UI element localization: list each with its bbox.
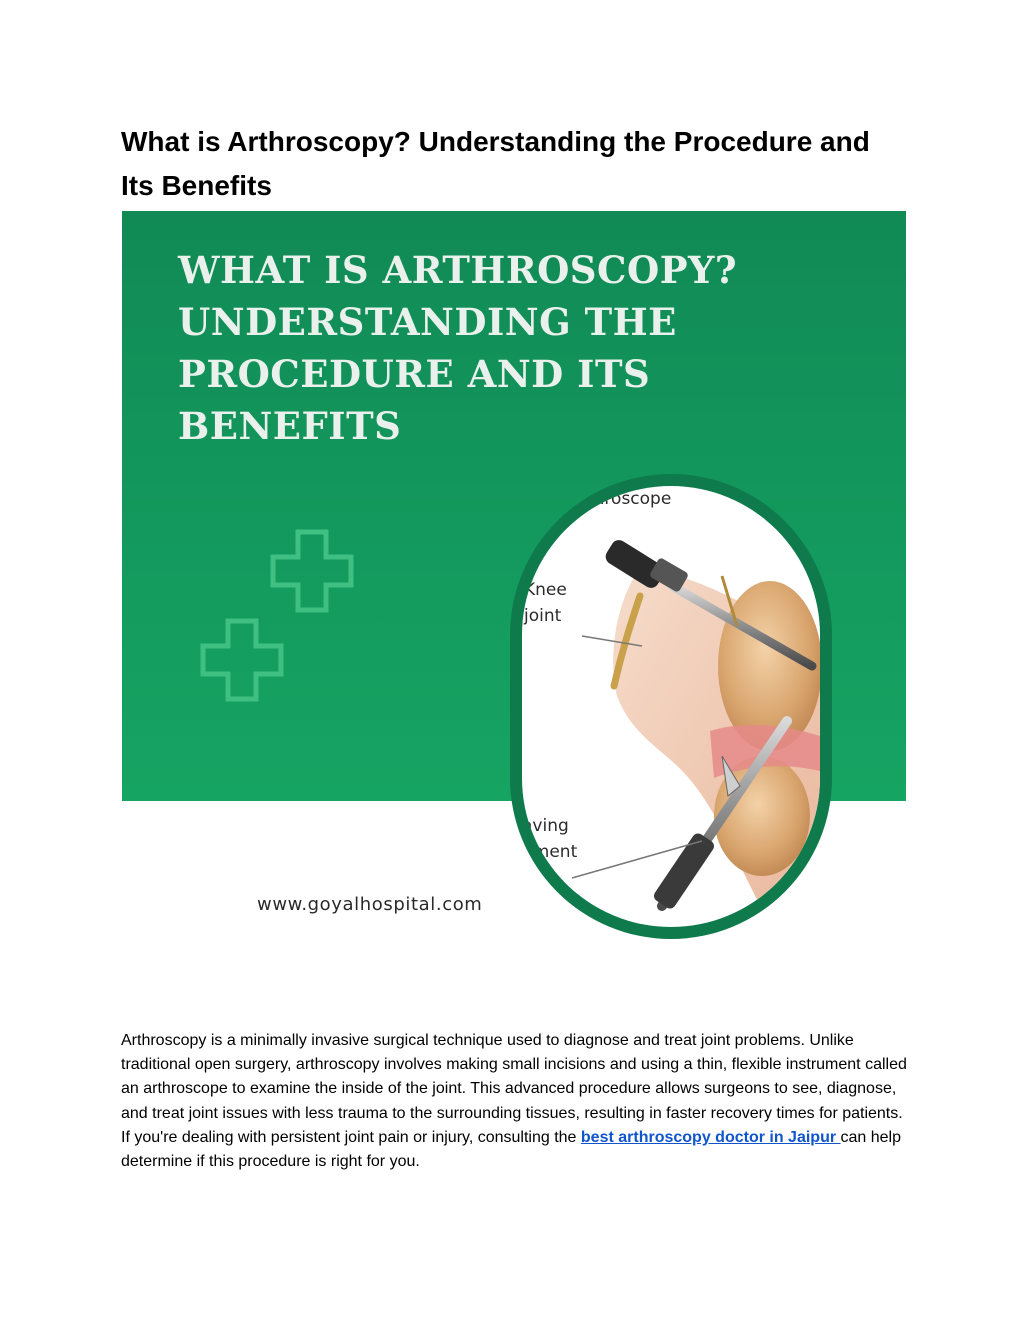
body-text-before-link: Arthroscopy is a minimally invasive surgical technique used to diagnose and treat joint problems. Unlike traditional open surgery, arthroscopy involves making small incisions and using a thin, flexible instrument called an arthroscope to examine the inside of the joint. This advanced procedure allows surgeons to see, diagnose, and treat joint issues with less trauma to the surrounding tissues, resulting in faster recovery times for patients. If you're dealing with persistent joint pain or injury, consulting the [121, 1032, 907, 1146]
medical-cross-icon [200, 618, 284, 702]
body-paragraph [121, 1029, 911, 1174]
banner-heading-line: PROCEDURE AND ITS [178, 352, 651, 396]
label-shaving: aving [522, 816, 569, 836]
banner-heading-line: WHAT IS ARTHROSCOPY? [178, 248, 738, 292]
banner-heading-line: UNDERSTANDING THE [178, 300, 677, 344]
doctor-link[interactable]: best arthroscopy doctor in Jaipur [580, 1128, 841, 1146]
label-knee: Knee [524, 580, 567, 600]
article-banner-image [122, 211, 906, 1001]
body-text-after-link: can help determine if this procedure is right for you. [121, 1128, 902, 1171]
label-instrument: ument [522, 842, 578, 862]
label-arthroscope: rthroscope [580, 489, 672, 509]
knee-arthroscopy-illustration [522, 486, 820, 927]
document-title: What is Arthroscopy? Understanding the Procedure and Its Benefits [121, 126, 870, 201]
banner-heading-line: BENEFITS [178, 404, 402, 448]
banner-heading [178, 244, 818, 452]
medical-cross-icon [270, 529, 354, 613]
label-joint: joint [524, 606, 562, 626]
banner-website-url: www.goyalhospital.com [257, 894, 483, 915]
